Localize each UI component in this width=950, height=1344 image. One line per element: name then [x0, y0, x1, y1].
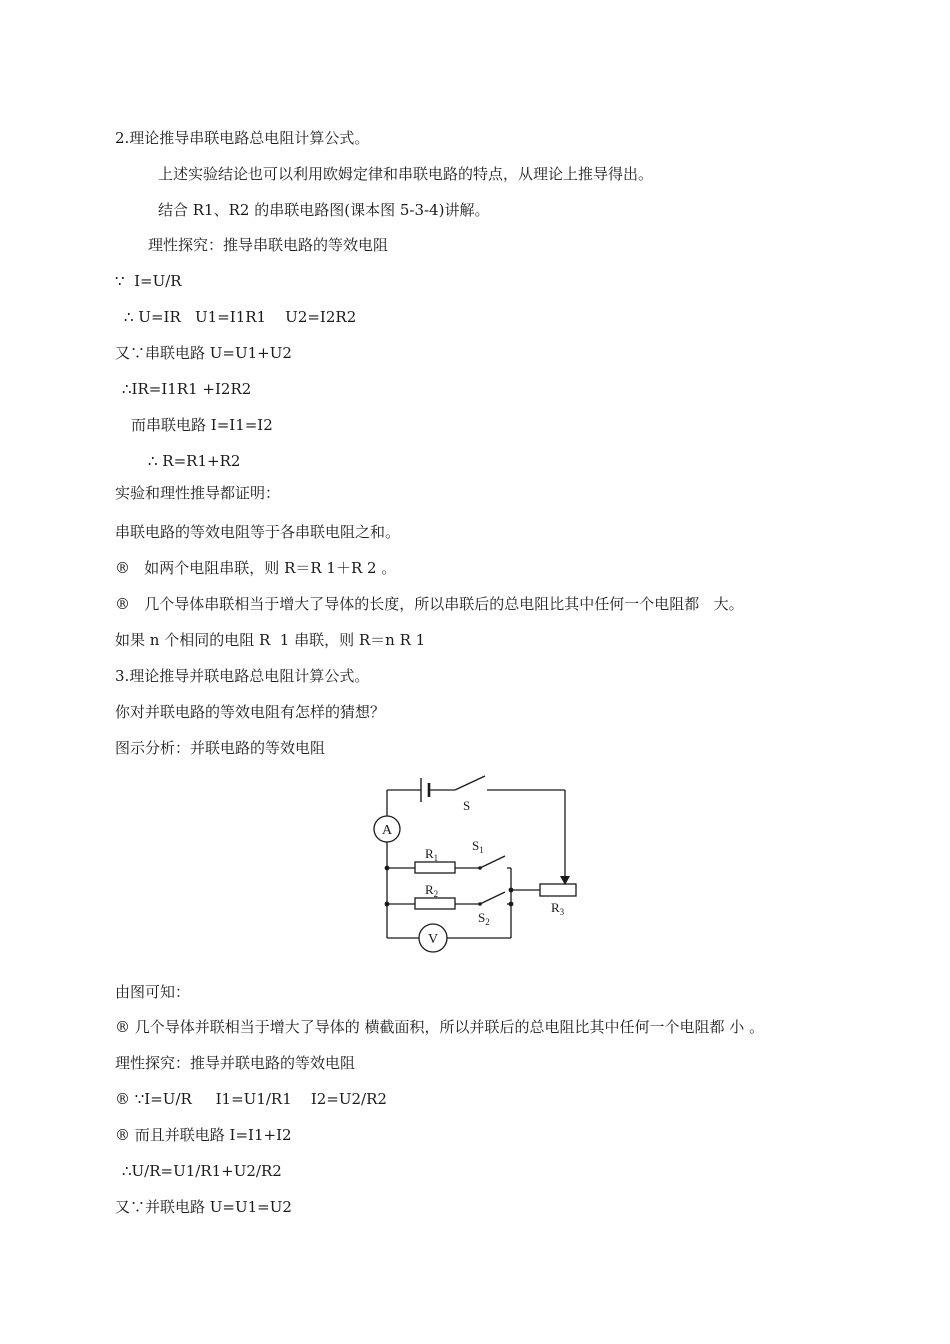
- conclusion-text: 串联电路的等效电阻等于各串联电阻之和。: [115, 523, 401, 541]
- voltmeter-label: V: [427, 932, 439, 947]
- paragraph-text: 你对并联电路的等效电阻有怎样的猜想？: [115, 703, 386, 721]
- paragraph-text: 结合 R1、R2 的串联电路图(课本图 5-3-4)讲解。: [158, 201, 490, 219]
- voltmeter-symbol: [419, 924, 447, 952]
- switch-s2-label: $S_2$: [478, 910, 490, 927]
- paragraph-text: 理性探究：推导串联电路的等效电阻: [148, 236, 389, 254]
- formula-line: ® 而且并联电路 I=I1+I2: [115, 1126, 292, 1144]
- formula-line: 又∵串联电路 U=U1+U2: [115, 344, 292, 362]
- bullet-item: ® 几个导体串联相当于增大了导体的长度，所以串联后的总电阻比其中任何一个电阻都 大。: [115, 595, 744, 613]
- paragraph-text: 图示分析：并联电路的等效电阻: [115, 739, 326, 757]
- switch-s1-label: $S_1$: [472, 838, 484, 855]
- paragraph-text: 实验和理性推导都证明：: [115, 484, 281, 502]
- resistor-r2-label: $R_2$: [425, 882, 439, 899]
- formula-line: 又∵并联电路 U=U1=U2: [115, 1198, 292, 1216]
- formula-line: ∵ I=U/R: [115, 272, 182, 290]
- rheostat-r3-label: $R_3$: [551, 900, 565, 917]
- switch-s-label: S: [463, 798, 471, 813]
- formula-line: 而串联电路 I=I1=I2: [131, 416, 273, 434]
- paragraph-text: 如果 n 个相同的电阻 R 1 串联，则 R＝n R 1: [115, 631, 426, 649]
- parallel-circuit-diagram: [355, 770, 595, 960]
- section-heading-series: 2.理论推导串联电路总电阻计算公式。: [115, 129, 370, 147]
- ammeter-symbol: [374, 816, 400, 842]
- formula-line: ∴IR=I1R1 +I2R2: [122, 380, 252, 398]
- paragraph-text: 上述实验结论也可以利用欧姆定律和串联电路的特点，从理论上推导得出。: [158, 165, 654, 183]
- paragraph-text: 理性探究：推导并联电路的等效电阻: [115, 1054, 356, 1072]
- resistor-r1-label: $R_1$: [425, 846, 439, 863]
- formula-line: ∴ R=R1+R2: [148, 452, 241, 470]
- formula-line: ∴U/R=U1/R1+U2/R2: [122, 1162, 282, 1180]
- formula-line: ® ∵I=U/R I1=U1/R1 I2=U2/R2: [115, 1090, 387, 1108]
- formula-line: ∴ U=IR U1=I1R1 U2=I2R2: [124, 308, 357, 326]
- ammeter-label: A: [381, 823, 393, 838]
- bullet-item: ® 几个导体并联相当于增大了导体的 横截面积，所以并联后的总电阻比其中任何一个电阻都 小 。: [115, 1018, 765, 1036]
- paragraph-text: 由图可知：: [115, 983, 191, 1001]
- section-heading-parallel: 3.理论推导并联电路总电阻计算公式。: [115, 667, 370, 685]
- bullet-item: ® 如两个电阻串联，则 R＝R 1＋R 2 。: [115, 559, 397, 577]
